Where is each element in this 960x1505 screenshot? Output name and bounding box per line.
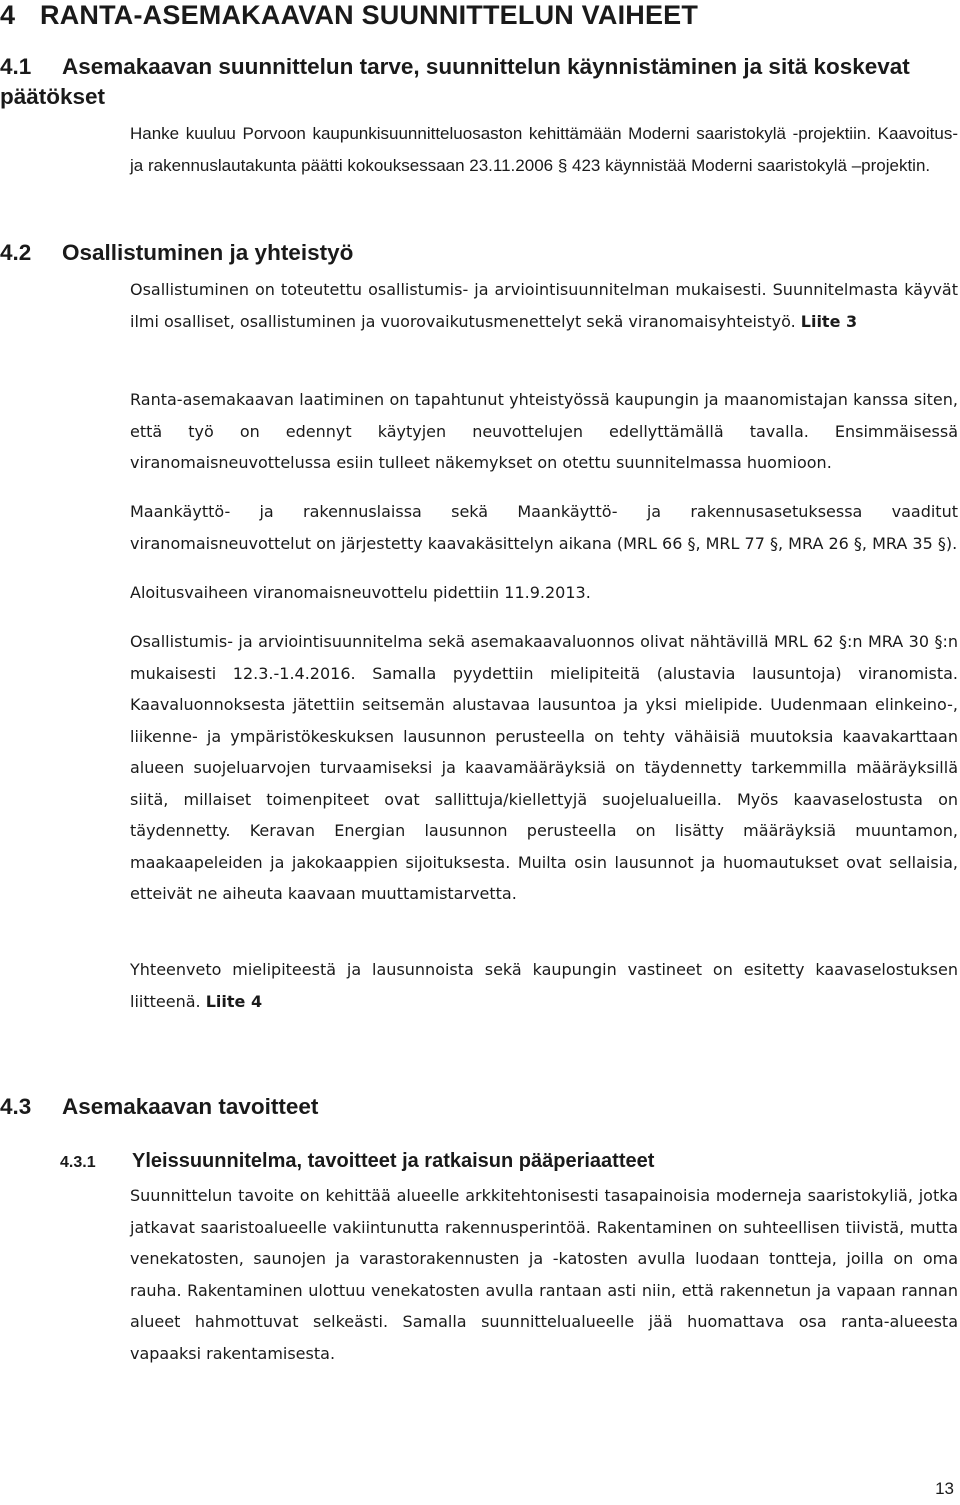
section-4-2-paragraph-2: Ranta-asemakaavan laatiminen on tapahtunut yhteistyössä kaupungin ja maanomistajan kanssa siten, että työ on edennyt käytyjen neuvottelujen edellyttämällä tavalla. Ensimmäisessä viranomaisneuvottelussa esiin tulleet näkemykset on otettu suunnitelmassa huomioon. [130,390,958,472]
section-4-2-paragraph-4: Aloitusvaiheen viranomaisneuvottelu pidettiin 11.9.2013. [130,583,591,602]
section-4-2-paragraph-5: Osallistumis- ja arviointisuunnitelma sekä asemakaavaluonnos olivat nähtävillä MRL 62 §:n MRA 30 §:n mukaisesti 12.3.-1.4.2016. Samalla pyydettiin mielipiteitä (alustavia lausuntoja) viranomista. Kaavaluonnoksesta jätettiin seitsemän alustavaa lausuntoa ja yksi mielipide. Uudenmaan elinkeino-, liikenne- ja ympäristökeskuksen lausunnon perusteella on tehty vähäisiä muutoksia kaavakarttaan alueen suojeluarvojen turvaamiseksi ja kaavamääräyksiä on täydennetty tarkemmilla määräyksillä siitä, millaiset toimenpiteet ovat sallittuja/kiellettyjä suojelualueilla. Myös kaavaselostusta on täydennetty. Keravan Energian lausunnon perusteella on lisätty määräyksiä muuntamon, maakaapeleiden ja jakokaappien sijoituksesta. Muilta osin lausunnot ja huomautukset ovat sellaisia, etteivät ne aiheuta kaavaan muuttamistarvetta. [130,632,958,903]
section-4-2-paragraph-6 [130,954,958,1017]
section-4-3-1-heading [60,1148,654,1176]
section-4-2-paragraph-1 [130,274,958,337]
chapter-heading [0,0,698,30]
section-4-3-1-number: 4.3.1 [60,1154,96,1171]
section-4-1-number: 4.1 [0,54,32,79]
page-number: 13 [935,1479,954,1498]
section-4-2-title: Osallistuminen ja yhteistyö [62,240,354,265]
paragraph-1-text: Osallistuminen on toteutettu osallistumis- ja arviointisuunnitelman mukaisesti. Suunnitelmasta käyvät ilmi osalliset, osallistuminen ja vuorovaikutusmenettelyt sekä viranomaisyhteistyö. [130,280,958,331]
section-4-1-title: Asemakaavan suunnittelun tarve, suunnittelun käynnistäminen ja sitä koskevat päätökset [0,54,910,109]
appendix-3-reference: Liite 3 [800,311,858,331]
section-4-3-title: Asemakaavan tavoitteet [62,1094,319,1119]
section-4-2-paragraph-3: Maankäyttö- ja rakennuslaissa sekä Maankäyttö- ja rakennusasetuksessa vaaditut viranomaisneuvottelut on järjestetty kaavakäsittelyn aikana (MRL 66 §, MRL 77 §, MRA 26 §, MRA 35 §). [130,502,958,553]
section-4-1-heading [0,52,950,112]
section-4-2-heading [0,238,353,268]
section-4-2-number: 4.2 [0,240,32,265]
section-4-3-heading [0,1092,318,1122]
appendix-4-reference: Liite 4 [205,991,263,1011]
section-4-3-number: 4.3 [0,1094,32,1119]
section-4-1-text: Hanke kuuluu Porvoon kaupunkisuunnitteluosaston kehittämään Moderni saaristokylä -projektiin. Kaavoitus- ja rakennuslautakunta päätti kokouksessaan 23.11.2006 § 423 käynnistää Moderni saaristokylä –projektin. [130,124,958,175]
section-4-3-1-text: Suunnittelun tavoite on kehittää alueelle arkkitehtonisesti tasapainoisia moderneja saaristokyliä, jotka jatkavat saaristoalueelle vakiintunutta rakennusperintöä. Rakentaminen on suhteellisen tiivistä, mutta venekatosten, saunojen ja varastorakennusten ja -katosten avulla luodaan tontteja, joilla on oma rauha. Rakentaminen ulottuu venekatosten avulla rantaan asti niin, että rakennetun ja vapaan rannan alueet hahmottuvat selkeästi. Samalla suunnittelualueelle jää huomattava osa ranta-alueesta vapaaksi rakentamisesta. [130,1186,958,1363]
section-4-3-1-title: Yleissuunnitelma, tavoitteet ja ratkaisun pääperiaatteet [132,1150,655,1172]
chapter-number: 4 [0,0,16,30]
chapter-title: RANTA-ASEMAKAAVAN SUUNNITTELUN VAIHEET [40,0,699,30]
paragraph-6-text: Yhteenveto mielipiteestä ja lausunnoista sekä kaupungin vastineet on esitetty kaavaselostuksen liitteenä. [130,960,958,1011]
